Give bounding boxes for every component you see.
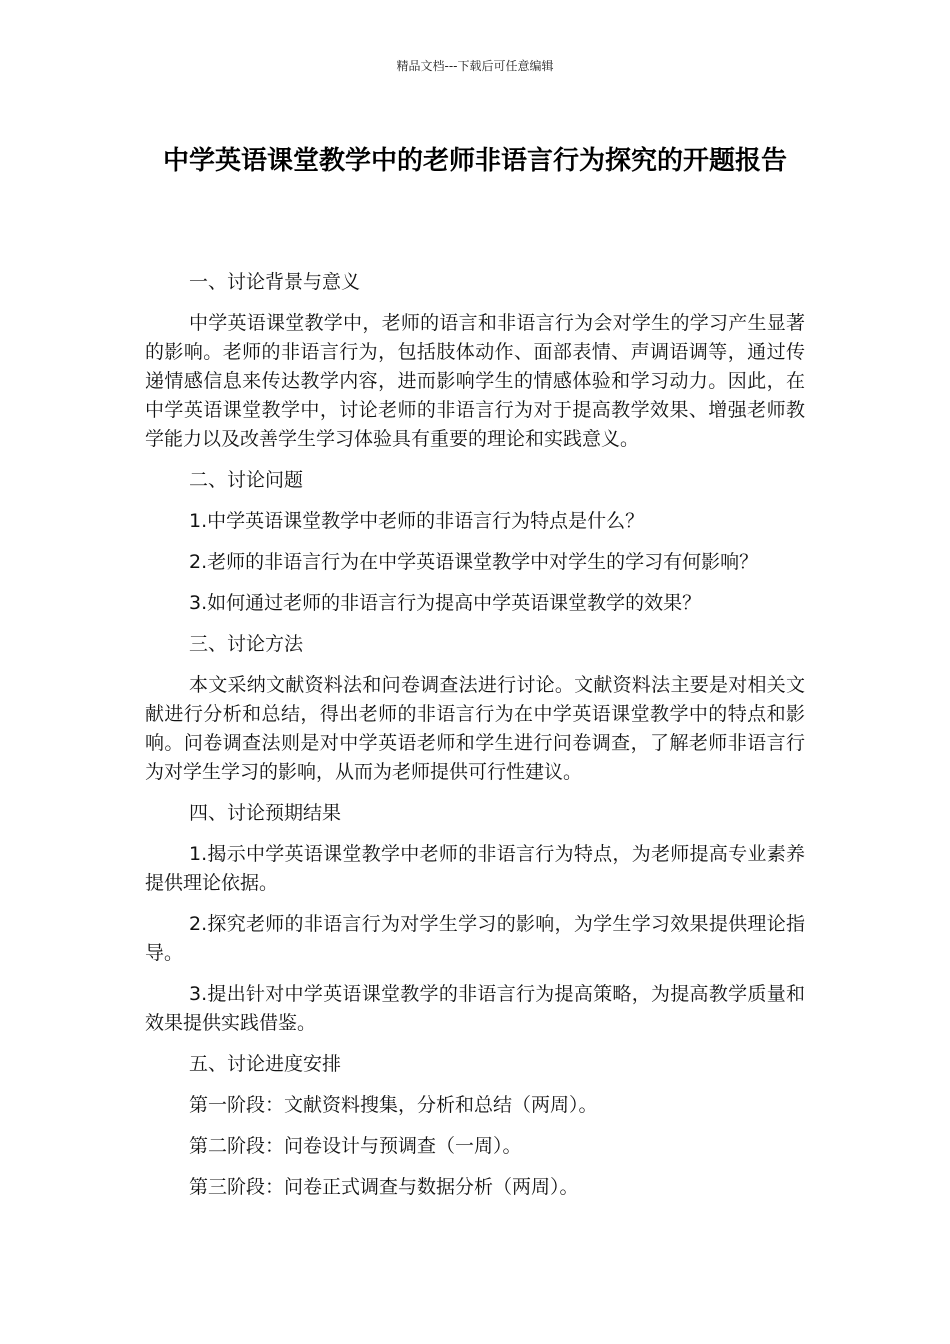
section-heading-background: 一、讨论背景与意义 xyxy=(189,271,361,293)
question-item-2: 2.老师的非语言行为在中学英语课堂教学中对学生的学习有何影响？ xyxy=(189,551,759,573)
schedule-stage-2: 第二阶段：问卷设计与预调查（一周）。 xyxy=(189,1135,522,1157)
question-item-1: 1.中学英语课堂教学中老师的非语言行为特点是什么？ xyxy=(189,510,645,532)
schedule-stage-1: 第一阶段：文献资料搜集，分析和总结（两周）。 xyxy=(189,1094,598,1116)
result-item-3: 3.提出针对中学英语课堂教学的非语言行为提高策略，为提高教学质量和效果提供实践借鉴。 xyxy=(145,983,805,1034)
document-body xyxy=(145,268,805,1214)
schedule-stage-3: 第三阶段：问卷正式调查与数据分析（两周）。 xyxy=(189,1176,579,1198)
result-item-1: 1.揭示中学英语课堂教学中老师的非语言行为特点，为老师提高专业素养提供理论依据。 xyxy=(145,843,805,894)
paragraph-methods: 本文采纳文献资料法和问卷调查法进行讨论。文献资料法主要是对相关文献进行分析和总结，得出老师的非语言行为在中学英语课堂教学中的特点和影响。问卷调查法则是对中学英语老师和学生进行问卷调查，了解老师非语言行为对学生学习的影响，从而为老师提供可行性建议。 xyxy=(145,674,805,783)
document-title: 中学英语课堂教学中的老师非语言行为探究的开题报告 xyxy=(162,146,787,176)
section-heading-schedule: 五、讨论进度安排 xyxy=(189,1053,342,1075)
paragraph-background: 中学英语课堂教学中，老师的语言和非语言行为会对学生的学习产生显著的影响。老师的非语言行为，包括肢体动作、面部表情、声调语调等，通过传递情感信息来传达教学内容，进而影响学生的情感体验和学习动力。因此，在中学英语课堂教学中，讨论老师的非语言行为对于提高教学效果、增强老师教学能力以及改善学生学习体验具有重要的理论和实践意义。 xyxy=(145,312,805,450)
question-item-3: 3.如何通过老师的非语言行为提高中学英语课堂教学的效果？ xyxy=(189,592,702,614)
section-heading-methods: 三、讨论方法 xyxy=(189,633,304,655)
section-heading-expected-results: 四、讨论预期结果 xyxy=(189,802,342,824)
section-heading-questions: 二、讨论问题 xyxy=(189,469,304,491)
header-note: 精品文档---下载后可任意编辑 xyxy=(396,59,554,73)
result-item-2: 2.探究老师的非语言行为对学生学习的影响，为学生学习效果提供理论指导。 xyxy=(145,913,805,964)
